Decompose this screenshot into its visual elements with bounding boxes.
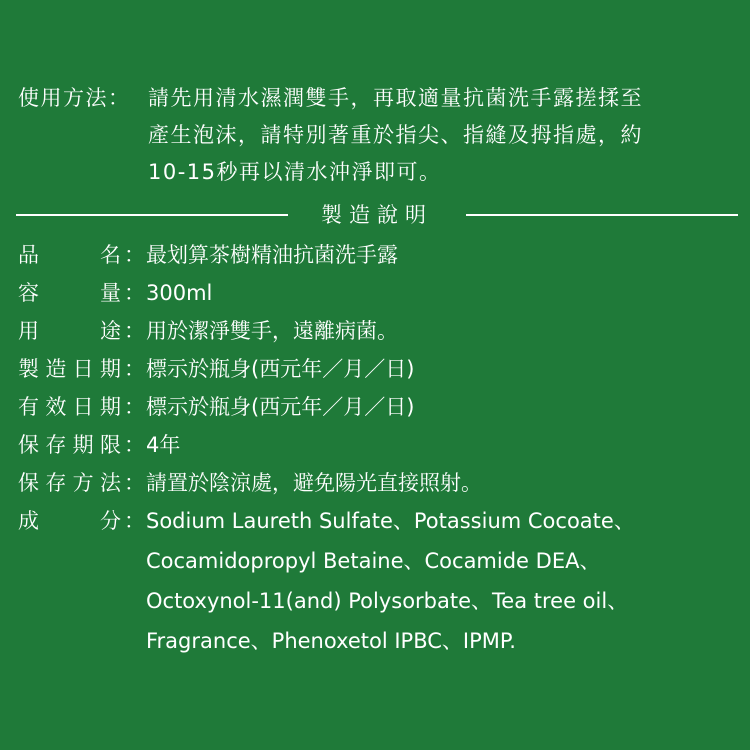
usage-label: 使用方法： xyxy=(18,86,131,110)
spec-colon: ： xyxy=(124,281,145,305)
usage-text-line-2: 產生泡沫，請特別著重於指尖、指縫及拇指處，約 xyxy=(148,123,643,147)
spec-row-ingredients xyxy=(18,502,740,540)
spec-label: 成分 xyxy=(18,509,122,533)
section-title: 製造說明 xyxy=(321,203,433,227)
spec-value: 用於潔淨雙手，遠離病菌。 xyxy=(146,319,398,343)
spec-label: 保存期限 xyxy=(18,433,122,457)
spec-row-name xyxy=(18,236,740,274)
divider-rule-left xyxy=(16,214,288,216)
ingredients-line-4: Fragrance、Phenoxetol IPBC、IPMP. xyxy=(146,629,516,653)
spec-label: 容量 xyxy=(18,281,122,305)
spec-colon: ： xyxy=(124,357,145,381)
divider-rule-right xyxy=(466,214,738,216)
spec-colon: ： xyxy=(124,395,145,419)
spec-value: 標示於瓶身(西元年／月／日) xyxy=(146,395,415,419)
spec-value: 標示於瓶身(西元年／月／日) xyxy=(146,357,415,381)
spec-value: Sodium Laureth Sulfate、Potassium Cocoate、 xyxy=(146,509,635,533)
usage-text-line-1: 請先用清水濕潤雙手，再取適量抗菌洗手露搓揉至 xyxy=(148,86,643,110)
spec-value: 請置於陰涼處，避免陽光直接照射。 xyxy=(146,471,482,495)
spec-label: 有效日期 xyxy=(18,395,122,419)
spec-value: 300ml xyxy=(146,281,213,305)
section-divider xyxy=(16,198,738,232)
spec-colon: ： xyxy=(124,433,145,457)
spec-colon: ： xyxy=(124,319,145,343)
spec-value: 4年 xyxy=(146,433,181,457)
spec-row-storage xyxy=(18,464,740,502)
spec-label: 品名 xyxy=(18,243,122,267)
spec-row-shelf-life xyxy=(18,426,740,464)
spec-row-purpose xyxy=(18,312,740,350)
spec-value: 最划算茶樹精油抗菌洗手露 xyxy=(146,243,398,267)
spec-colon: ： xyxy=(124,471,145,495)
spec-row-manufacture-date xyxy=(18,350,740,388)
spec-label: 保存方法 xyxy=(18,471,122,495)
spec-colon: ： xyxy=(124,243,145,267)
spec-colon: ： xyxy=(124,509,145,533)
ingredients-line-2: Cocamidopropyl Betaine、Cocamide DEA、 xyxy=(146,549,601,573)
spec-row-volume xyxy=(18,274,740,312)
spec-label: 用途 xyxy=(18,319,122,343)
spec-row-expiry-date xyxy=(18,388,740,426)
ingredients-line-3: Octoxynol-11(and) Polysorbate、Tea tree oil、 xyxy=(146,589,629,613)
spec-label: 製造日期 xyxy=(18,357,122,381)
usage-text-line-3: 10-15秒再以清水沖淨即可。 xyxy=(148,160,442,184)
